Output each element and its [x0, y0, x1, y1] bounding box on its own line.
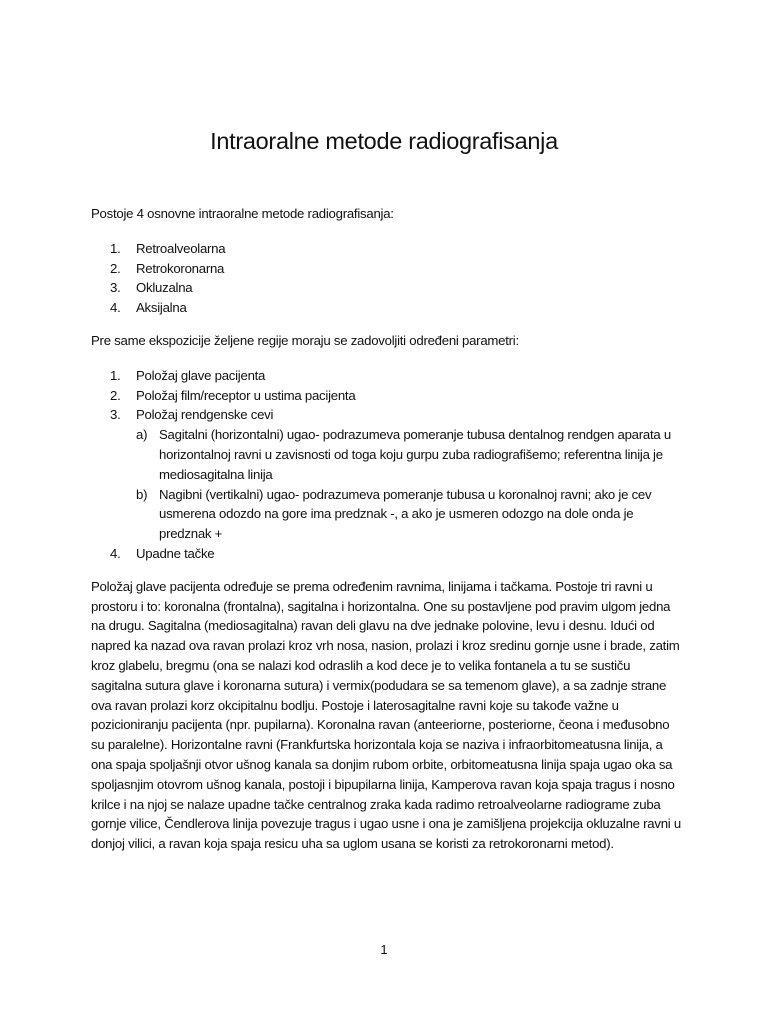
sublist-marker: a) [136, 427, 148, 443]
page-number: 1 [380, 942, 388, 957]
list-item-text: Položaj rendgenske cevi [136, 407, 274, 423]
list-item [91, 278, 683, 298]
list-item [91, 544, 683, 564]
list-item-text: Položaj glave pacijenta [136, 367, 266, 383]
document-body [91, 204, 683, 854]
list-number: 3. [110, 280, 121, 296]
methods-intro-text: Postoje 4 osnovne intraoralne metode radiografisanja: [91, 206, 394, 221]
list-item-text: Aksijalna [136, 300, 187, 316]
list-item-text: Retroalveolarna [136, 240, 226, 256]
sublist-item-text: Nagibni (vertikalni) ugao- podrazumeva pomeranje tubusa u koronalnoj ravni; ako je cev usmerena odozdo na gore ima predznak -, a ako je usmeren odozgo na dole onda je predznak + [159, 486, 652, 542]
list-number: 1. [110, 367, 121, 383]
list-item [91, 259, 683, 279]
params-intro-text: Pre same ekspozicije željene regije moraju se zadovoljiti određeni parametri: [91, 332, 519, 348]
list-item-text: Položaj film/receptor u ustima pacijenta [136, 387, 356, 403]
list-item [91, 366, 683, 386]
list-number: 4. [110, 545, 121, 561]
body-paragraph: Položaj glave pacijenta određuje se prema određenim ravnima, linijama i tačkama. Postoje tri ravni u prostoru i to: koronalna (frontalna), sagitalna i horizontalna. One su postavljene pod pravim ulgom jedna na drugu. Sagitalna (mediosagitalna) ravan deli glavu na dve jednake polovine, levu i desnu. Idući od napred ka nazad ova ravan prolazi kroz vrh nosa, nasion, prolazi i kroz sredinu gornje usne i brade, zatim kroz glabelu, bregmu (ona se nalazi kod odraslih a kod dece je to velika fontanela a tu se sustiču sagitalna sutura glave i koronarna sutura) i vermix(podudara se sa temenom glave), a sa zadnje strane ova ravan prolazi korz okcipitalnu bodlju. Postoje i laterosagitalne ravni koje su takođe važne u pozicioniranju pacijenta (npr. pupilarna). Koronalna ravan (anteeriorne, posteriorne, čeona i međusobno su paralelne). Horizontalne ravni (Frankfurtska horizontala koja se naziva i infraorbitomeatusna linija, a ona spaja spoljašnji otvor ušnog kanala sa donjim rubom orbite, orbitomeatusna linija spaja ugao oka sa spoljasnjim otovrom ušnog kanala, postoji i bipupilarna linija, Kamperova ravan koja spaja tragus i nosno krilce i na njoj se nalaze upadne tačke centralnog zraka kada radimo retroalveolarne radiograme zuba gornje vilice, Čendlerova linija povezuje tragus i ugao usne i ona je zamišljena projekcija okluzalne ravni u donjoj vilici, a ravan koja spaja resicu uha sa uglom usana se koristi za retrokoronarni metod). [91, 578, 681, 852]
list-number: 4. [110, 300, 121, 316]
methods-list [91, 239, 683, 318]
list-item [91, 386, 683, 406]
list-number: 2. [110, 387, 121, 403]
list-item [91, 405, 683, 544]
sublist-item [136, 485, 683, 544]
list-item-text: Upadne tačke [136, 545, 215, 561]
list-number: 1. [110, 240, 121, 256]
list-number: 2. [110, 260, 121, 276]
params-list [91, 366, 683, 564]
sublist-marker: b) [136, 486, 148, 502]
document-title: Intraoralne metode radiografisanja [210, 128, 558, 154]
list-item-text: Okluzalna [136, 280, 193, 296]
list-item [91, 239, 683, 259]
list-number: 3. [110, 407, 121, 423]
angle-sublist [136, 425, 683, 544]
list-item-text: Retrokoronarna [136, 260, 225, 276]
list-item [91, 298, 683, 318]
sublist-item-text: Sagitalni (horizontalni) ugao- podrazumeva pomeranje tubusa dentalnog rendgen aparata u horizontalnoj ravni u zavisnosti od toga koju gurpu zuba radiografišemo; referentna linija je mediosagitalna linija [159, 427, 671, 482]
sublist-item [136, 425, 683, 484]
